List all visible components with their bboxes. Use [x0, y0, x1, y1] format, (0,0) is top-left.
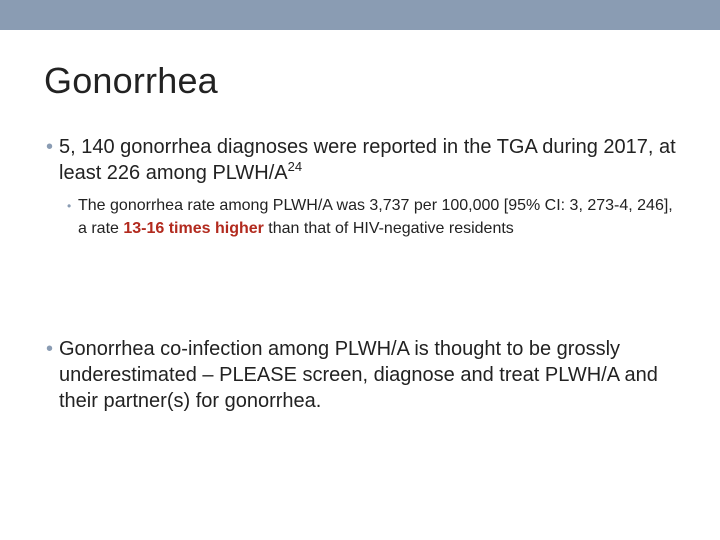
bullet-marker: •	[67, 199, 72, 213]
bullet-diagnoses-text: 5, 140 gonorrhea diagnoses were reported in the TGA during 2017, at least 226 among PLWH/A	[59, 136, 676, 184]
bullet-marker: •	[46, 136, 54, 158]
bullet-marker: •	[46, 338, 54, 360]
rate-text-before: The gonorrhea rate among PLWH/A was 3,737 per 100,000 [95% CI: 3, 273-4, 246], a rate	[78, 197, 673, 237]
citation-superscript: 24	[287, 159, 303, 174]
top-bar	[0, 0, 720, 30]
rate-text-after: than that of HIV-negative residents	[263, 219, 514, 237]
rate-highlight: 13-16 times higher	[123, 219, 264, 237]
bullet-diagnoses	[46, 134, 679, 186]
bullet-coinfection-text: Gonorrhea co-infection among PLWH/A is thought to be grossly underestimated – PLEASE screen, diagnose and treat PLWH/A and their partner(s) for gonorrhea.	[59, 338, 658, 412]
sub-bullet-rate	[67, 195, 678, 240]
bullet-coinfection	[46, 336, 689, 414]
slide-title: Gonorrhea	[44, 60, 218, 101]
